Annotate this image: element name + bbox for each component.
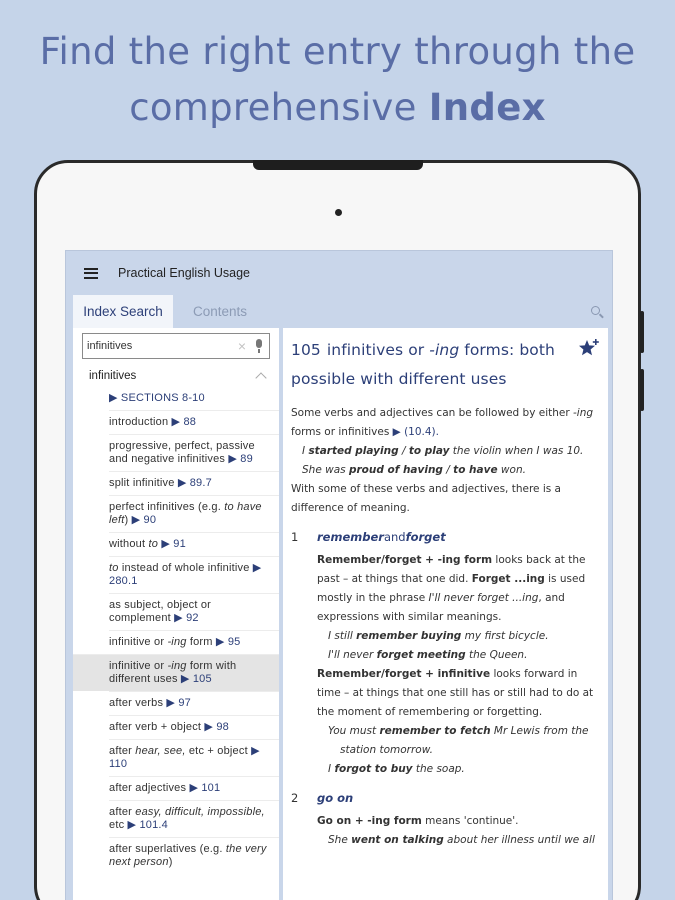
headline-bold: Index [428,86,546,129]
section-heading: 2 go on [291,791,354,805]
entry-panel [283,328,608,900]
index-item[interactable]: infinitive or -ing form ▶ 95 [109,630,279,654]
headline-line-1: Find the right entry through the [39,30,636,73]
index-item[interactable]: progressive, perfect, passive and negative infinitives ▶ 89 [109,434,279,471]
entry-body [291,404,600,850]
power-button [640,369,644,411]
example: I started playing / to play the violin when I was 10. [302,445,584,457]
index-item[interactable]: as subject, object or complement ▶ 92 [109,593,279,630]
tablet-speaker [253,160,423,170]
paragraph: Remember/forget + -ing form looks back at the past – at things that one did. Forget ...ing is used mostly in the phrase I'll never forget ...ing, and expressions with similar meanings. [317,554,586,623]
microphone-icon[interactable] [255,339,263,353]
cross-reference-link[interactable]: ▶ (10.4). [392,426,439,438]
index-item[interactable]: split infinitive ▶ 89.7 [109,471,279,495]
tab-index-search[interactable]: Index Search [73,295,173,328]
volume-button [640,311,644,353]
index-item[interactable]: ▶ SECTIONS 8-10 [109,392,205,404]
index-panel [73,328,279,900]
index-item[interactable]: after superlatives (e.g. the very next person) [109,837,279,874]
index-item[interactable]: after verb + object ▶ 98 [109,715,279,739]
index-item[interactable]: after easy, difficult, impossible, etc ▶ 101.4 [109,800,279,837]
index-item-selected[interactable]: infinitive or -ing form with different uses ▶ 105 [73,654,279,691]
tablet-camera [335,209,342,216]
paragraph: With some of these verbs and adjectives, there is a difference of meaning. [291,483,561,514]
example: She was proud of having / to have won. [302,464,526,476]
app-bar [66,251,612,295]
search-box[interactable] [82,333,270,359]
headline-line-2: comprehensive Index [129,86,546,129]
index-item[interactable]: to instead of whole infinitive ▶ 280.1 [109,556,279,593]
index-heading-row[interactable] [73,365,279,387]
search-input[interactable]: infinitives [87,340,133,352]
index-item[interactable]: perfect infinitives (e.g. to have left) ▶ 90 [109,495,279,532]
section-heading: 1 remember and forget [291,530,446,544]
headline [0,24,675,136]
paragraph: Remember/forget + infinitive looks forward in time – at things that one still has or still had to do at the moment of remembering or forgetting. [317,668,594,718]
example: You must remember to fetch Mr Lewis from the [328,725,589,737]
index-heading: infinitives [89,370,137,382]
index-item[interactable]: without to ▶ 91 [109,532,279,556]
example: I still remember buying my first bicycle. [328,630,549,642]
index-item[interactable]: after adjectives ▶ 101 [109,776,279,800]
example: I forgot to buy the soap. [328,763,465,775]
app-screen [65,250,613,900]
index-item[interactable]: after verbs ▶ 97 [109,691,279,715]
entry-title: 105 infinitives or -ing forms: both possible with different uses [291,341,555,388]
example: I'll never forget meeting the Queen. [328,649,528,661]
clear-icon[interactable]: × [237,338,246,354]
chevron-up-icon[interactable] [255,372,266,383]
search-icon[interactable] [591,306,604,319]
example: She went on talking about her illness until we all [328,834,595,846]
tab-bar [66,295,613,328]
app-title: Practical English Usage [118,266,251,280]
index-item[interactable]: introduction ▶ 88 [109,410,279,434]
tablet-frame [34,160,641,900]
entry-intro: Some verbs and adjectives can be followed by either -ing forms or infinitives ▶ (10.4). [291,407,594,438]
paragraph: Go on + -ing form means 'continue'. [317,815,519,827]
example: station tomorrow. [340,744,433,756]
menu-icon[interactable] [84,268,98,279]
index-item[interactable]: after hear, see, etc + object ▶ 110 [109,739,279,776]
favorite-star-icon[interactable] [578,338,600,360]
tab-contents[interactable]: Contents [193,304,248,319]
